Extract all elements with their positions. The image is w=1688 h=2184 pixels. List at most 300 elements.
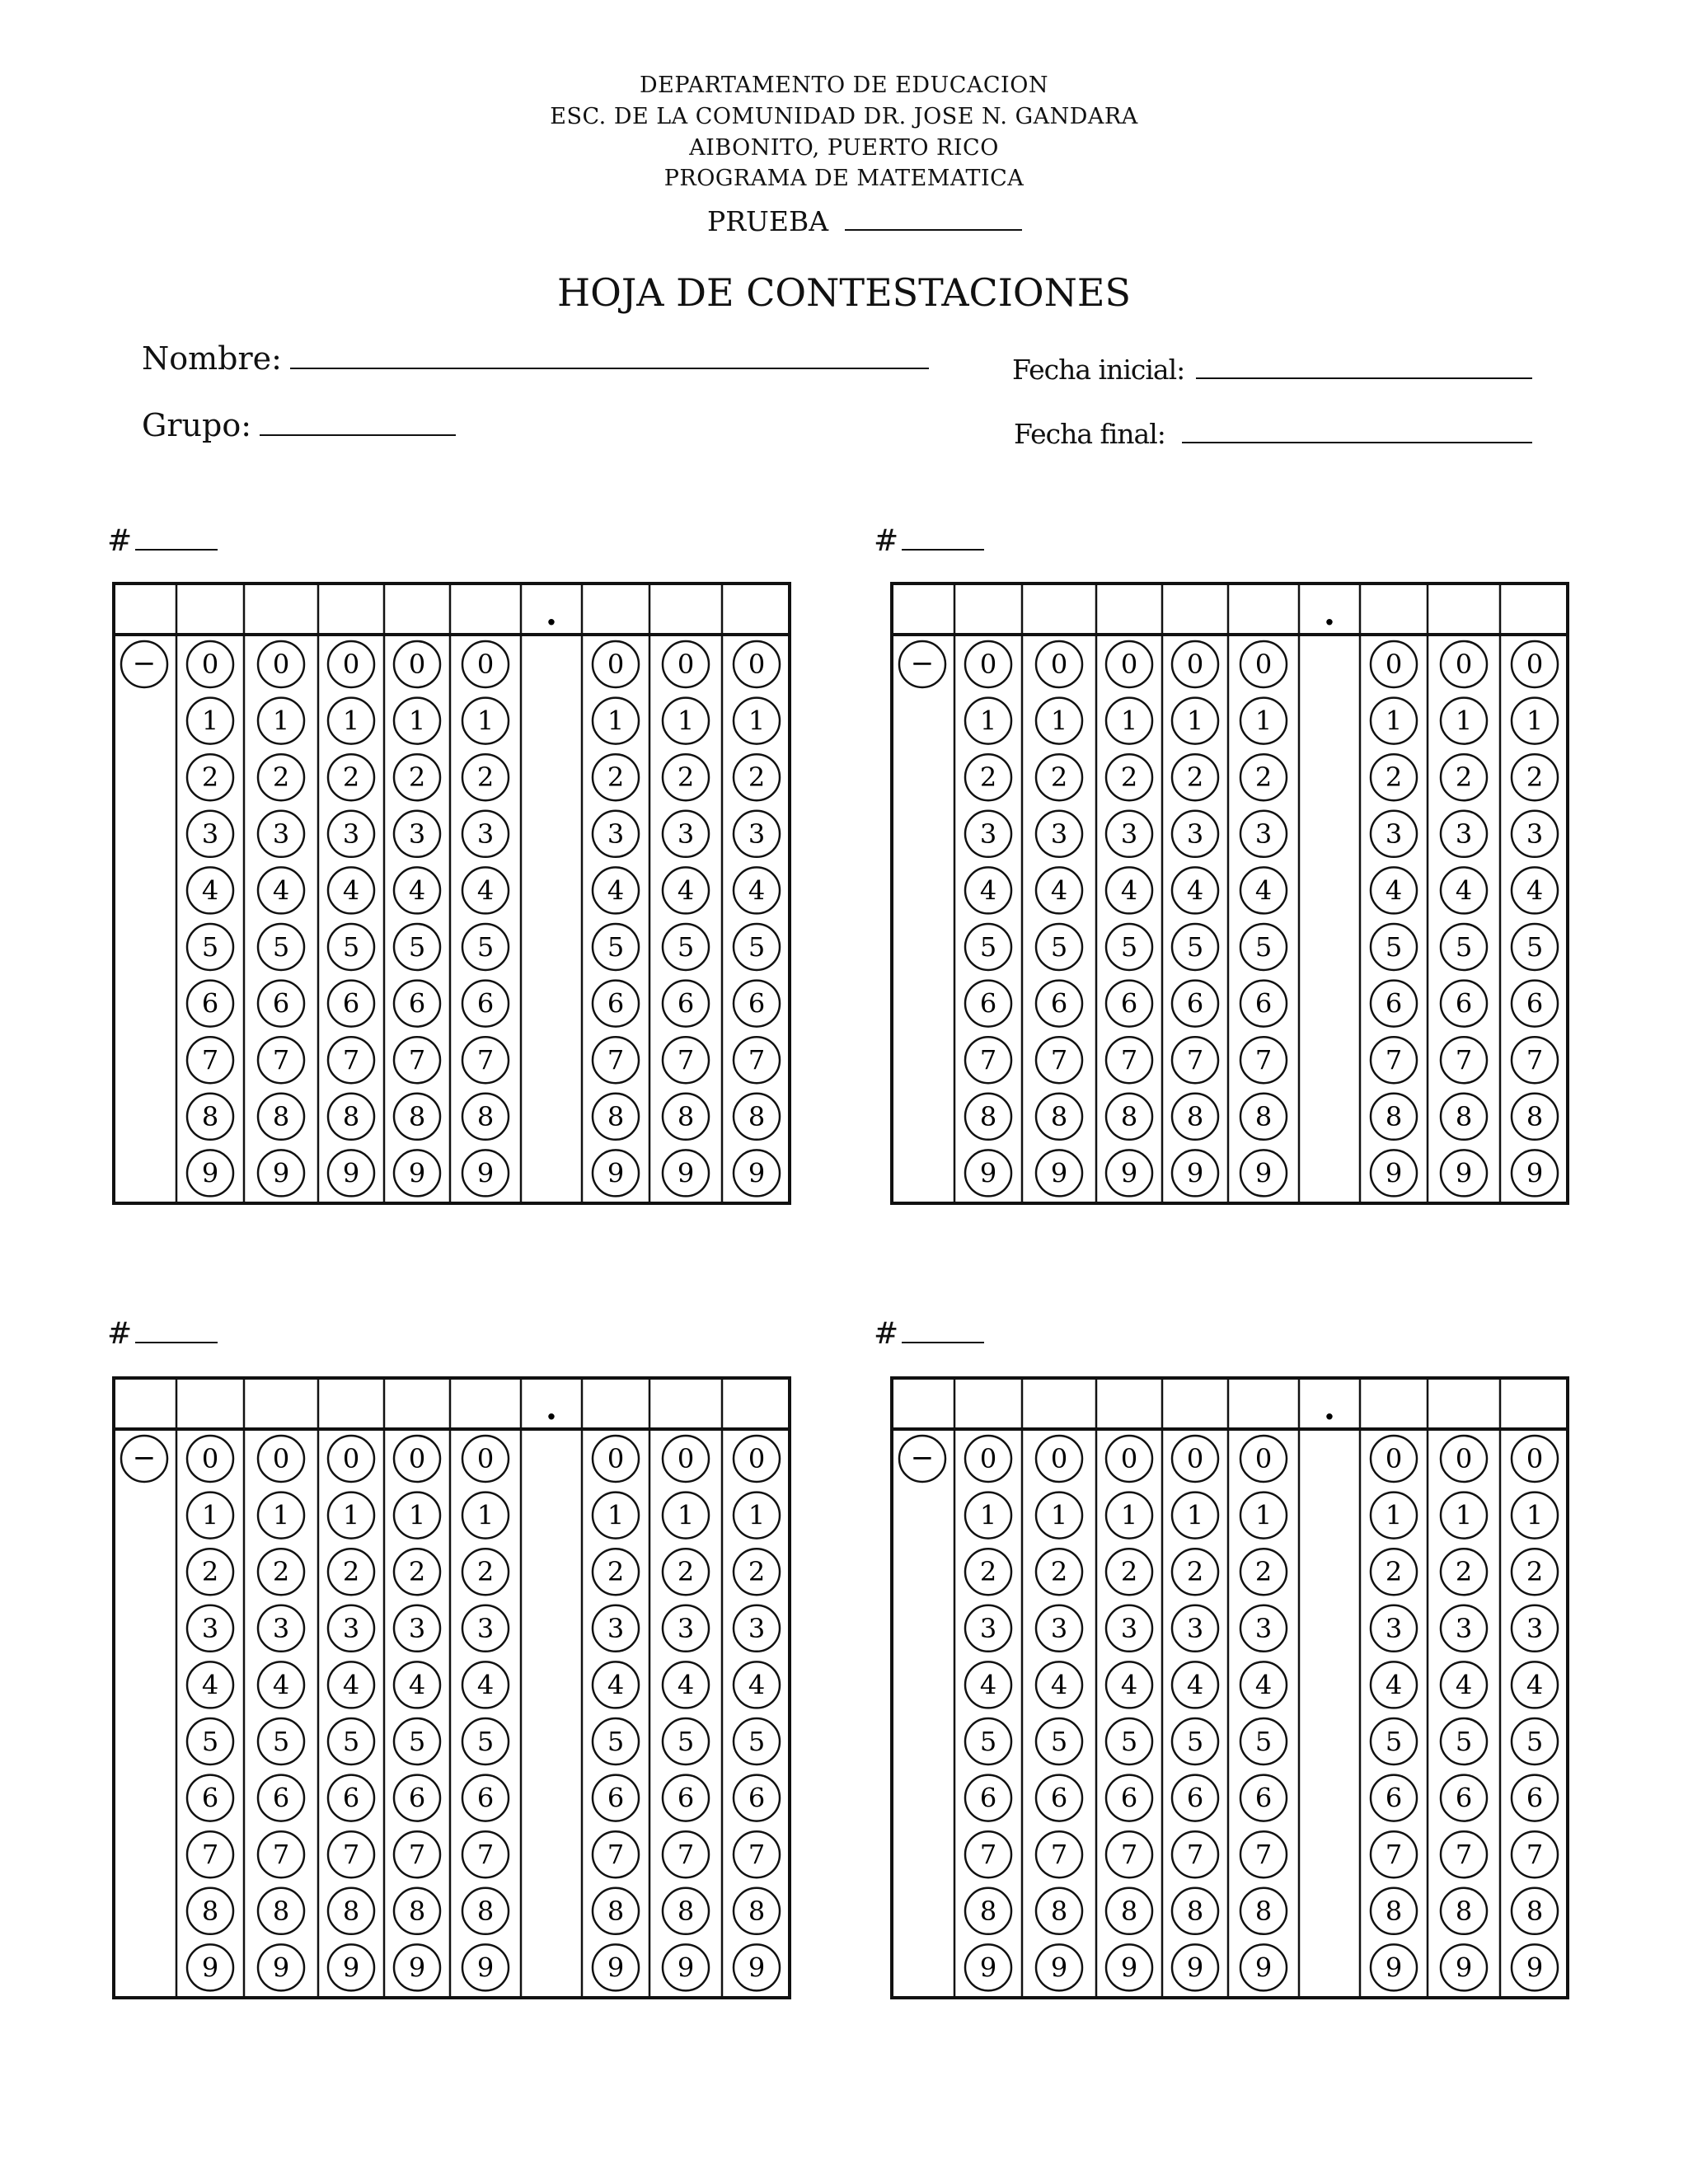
digit-bubble[interactable] (1106, 981, 1152, 1027)
negative-sign-bubble[interactable] (121, 1436, 167, 1482)
digit-bubble[interactable] (1441, 1888, 1487, 1934)
negative-sign-bubble[interactable] (899, 641, 945, 687)
question-number-blank[interactable] (135, 524, 218, 551)
digit-bubble[interactable] (1036, 698, 1082, 744)
digit-bubble[interactable] (1036, 1549, 1082, 1595)
digit-bubble[interactable] (1036, 641, 1082, 687)
digit-bubble[interactable] (1106, 641, 1152, 687)
digit-bubble[interactable] (462, 754, 509, 800)
answer-entry-box[interactable] (1362, 585, 1426, 633)
answer-entry-box[interactable] (1098, 585, 1160, 633)
digit-bubble[interactable] (1240, 1661, 1287, 1708)
digit-bubble[interactable] (1240, 1037, 1287, 1083)
digit-bubble[interactable] (462, 1150, 509, 1196)
digit-bubble[interactable] (258, 1661, 304, 1708)
digit-bubble[interactable] (1512, 867, 1558, 913)
digit-bubble[interactable] (1106, 867, 1152, 913)
digit-bubble[interactable] (663, 1037, 709, 1083)
digit-bubble[interactable] (663, 641, 709, 687)
digit-bubble[interactable] (258, 811, 304, 857)
digit-bubble[interactable] (328, 867, 374, 913)
digit-bubble[interactable] (734, 1094, 780, 1140)
digit-bubble[interactable] (1240, 924, 1287, 970)
digit-bubble[interactable] (328, 1037, 374, 1083)
answer-entry-box[interactable] (892, 1380, 953, 1427)
digit-bubble[interactable] (328, 1436, 374, 1482)
answer-entry-box[interactable] (246, 1380, 316, 1427)
digit-bubble[interactable] (1240, 1831, 1287, 1877)
digit-bubble[interactable] (663, 1549, 709, 1595)
digit-bubble[interactable] (328, 1150, 374, 1196)
answer-entry-box[interactable] (320, 1380, 382, 1427)
digit-bubble[interactable] (187, 641, 233, 687)
digit-bubble[interactable] (1172, 1661, 1218, 1708)
digit-bubble[interactable] (663, 1436, 709, 1482)
digit-bubble[interactable] (1172, 754, 1218, 800)
digit-bubble[interactable] (462, 641, 509, 687)
digit-bubble[interactable] (1036, 981, 1082, 1027)
digit-bubble[interactable] (394, 1436, 440, 1482)
digit-bubble[interactable] (1172, 1775, 1218, 1821)
digit-bubble[interactable] (1106, 698, 1152, 744)
answer-entry-box[interactable] (386, 1380, 448, 1427)
digit-bubble[interactable] (1240, 811, 1287, 857)
digit-bubble[interactable] (1172, 867, 1218, 913)
digit-bubble[interactable] (1512, 1605, 1558, 1652)
digit-bubble[interactable] (187, 867, 233, 913)
digit-bubble[interactable] (734, 1775, 780, 1821)
digit-bubble[interactable] (1512, 1436, 1558, 1482)
digit-bubble[interactable] (1512, 698, 1558, 744)
digit-bubble[interactable] (663, 754, 709, 800)
digit-bubble[interactable] (1441, 1094, 1487, 1140)
digit-bubble[interactable] (1172, 1037, 1218, 1083)
answer-entry-box[interactable] (1098, 1380, 1160, 1427)
digit-bubble[interactable] (462, 1944, 509, 1990)
digit-bubble[interactable] (258, 867, 304, 913)
digit-bubble[interactable] (734, 1831, 780, 1877)
digit-bubble[interactable] (734, 754, 780, 800)
digit-bubble[interactable] (1371, 1436, 1417, 1482)
digit-bubble[interactable] (1441, 924, 1487, 970)
digit-bubble[interactable] (328, 1944, 374, 1990)
digit-bubble[interactable] (1512, 811, 1558, 857)
digit-bubble[interactable] (1441, 641, 1487, 687)
digit-bubble[interactable] (328, 1775, 374, 1821)
digit-bubble[interactable] (593, 1436, 639, 1482)
digit-bubble[interactable] (734, 1718, 780, 1765)
digit-bubble[interactable] (1371, 811, 1417, 857)
digit-bubble[interactable] (1106, 1944, 1152, 1990)
digit-bubble[interactable] (1441, 1605, 1487, 1652)
digit-bubble[interactable] (1371, 754, 1417, 800)
digit-bubble[interactable] (1371, 867, 1417, 913)
digit-bubble[interactable] (462, 1661, 509, 1708)
digit-bubble[interactable] (187, 1888, 233, 1934)
digit-bubble[interactable] (394, 1831, 440, 1877)
digit-bubble[interactable] (1441, 1718, 1487, 1765)
digit-bubble[interactable] (965, 1661, 1011, 1708)
digit-bubble[interactable] (965, 1888, 1011, 1934)
digit-bubble[interactable] (1240, 1944, 1287, 1990)
answer-entry-box[interactable] (320, 585, 382, 633)
digit-bubble[interactable] (1512, 1493, 1558, 1539)
digit-bubble[interactable] (462, 1037, 509, 1083)
digit-bubble[interactable] (593, 754, 639, 800)
digit-bubble[interactable] (1036, 1775, 1082, 1821)
digit-bubble[interactable] (663, 1888, 709, 1934)
digit-bubble[interactable] (1172, 1605, 1218, 1652)
digit-bubble[interactable] (258, 1436, 304, 1482)
digit-bubble[interactable] (593, 1944, 639, 1990)
digit-bubble[interactable] (663, 1831, 709, 1877)
digit-bubble[interactable] (1441, 1944, 1487, 1990)
digit-bubble[interactable] (663, 1944, 709, 1990)
digit-bubble[interactable] (1512, 1037, 1558, 1083)
digit-bubble[interactable] (258, 1888, 304, 1934)
digit-bubble[interactable] (593, 811, 639, 857)
digit-bubble[interactable] (394, 1150, 440, 1196)
digit-bubble[interactable] (1172, 1436, 1218, 1482)
digit-bubble[interactable] (593, 1775, 639, 1821)
digit-bubble[interactable] (1172, 1094, 1218, 1140)
digit-bubble[interactable] (1106, 1888, 1152, 1934)
digit-bubble[interactable] (1036, 1094, 1082, 1140)
digit-bubble[interactable] (258, 1944, 304, 1990)
digit-bubble[interactable] (187, 924, 233, 970)
digit-bubble[interactable] (1240, 867, 1287, 913)
digit-bubble[interactable] (965, 1549, 1011, 1595)
answer-entry-box[interactable] (452, 585, 519, 633)
digit-bubble[interactable] (1106, 811, 1152, 857)
answer-entry-box[interactable] (1024, 1380, 1095, 1427)
answer-entry-box[interactable] (651, 585, 720, 633)
digit-bubble[interactable] (1371, 1888, 1417, 1934)
digit-bubble[interactable] (187, 1605, 233, 1652)
digit-bubble[interactable] (1441, 1775, 1487, 1821)
digit-bubble[interactable] (187, 1831, 233, 1877)
digit-bubble[interactable] (462, 867, 509, 913)
digit-bubble[interactable] (965, 1775, 1011, 1821)
digit-bubble[interactable] (1240, 1094, 1287, 1140)
digit-bubble[interactable] (1240, 1493, 1287, 1539)
digit-bubble[interactable] (1441, 1150, 1487, 1196)
digit-bubble[interactable] (1371, 1661, 1417, 1708)
digit-bubble[interactable] (1240, 981, 1287, 1027)
digit-bubble[interactable] (394, 1094, 440, 1140)
digit-bubble[interactable] (1512, 1718, 1558, 1765)
digit-bubble[interactable] (394, 1605, 440, 1652)
digit-bubble[interactable] (1172, 698, 1218, 744)
digit-bubble[interactable] (734, 811, 780, 857)
answer-entry-box[interactable] (724, 1380, 790, 1427)
digit-bubble[interactable] (965, 1605, 1011, 1652)
digit-bubble[interactable] (187, 1775, 233, 1821)
digit-bubble[interactable] (328, 1493, 374, 1539)
digit-bubble[interactable] (1240, 1150, 1287, 1196)
digit-bubble[interactable] (394, 698, 440, 744)
digit-bubble[interactable] (1240, 641, 1287, 687)
digit-bubble[interactable] (394, 1493, 440, 1539)
negative-sign-bubble[interactable] (121, 641, 167, 687)
question-number-blank[interactable] (902, 524, 984, 551)
digit-bubble[interactable] (1106, 1094, 1152, 1140)
digit-bubble[interactable] (258, 641, 304, 687)
digit-bubble[interactable] (258, 698, 304, 744)
digit-bubble[interactable] (663, 924, 709, 970)
digit-bubble[interactable] (663, 1718, 709, 1765)
digit-bubble[interactable] (1240, 1775, 1287, 1821)
digit-bubble[interactable] (394, 981, 440, 1027)
digit-bubble[interactable] (734, 1436, 780, 1482)
digit-bubble[interactable] (1441, 811, 1487, 857)
digit-bubble[interactable] (187, 1436, 233, 1482)
digit-bubble[interactable] (1441, 1831, 1487, 1877)
negative-sign-bubble[interactable] (899, 1436, 945, 1482)
digit-bubble[interactable] (328, 1549, 374, 1595)
digit-bubble[interactable] (187, 1718, 233, 1765)
digit-bubble[interactable] (734, 1888, 780, 1934)
digit-bubble[interactable] (394, 1888, 440, 1934)
digit-bubble[interactable] (394, 1718, 440, 1765)
digit-bubble[interactable] (663, 981, 709, 1027)
digit-bubble[interactable] (187, 811, 233, 857)
answer-entry-box[interactable] (1362, 1380, 1426, 1427)
digit-bubble[interactable] (1106, 1661, 1152, 1708)
digit-bubble[interactable] (187, 1944, 233, 1990)
digit-bubble[interactable] (1036, 1831, 1082, 1877)
digit-bubble[interactable] (734, 698, 780, 744)
digit-bubble[interactable] (1371, 698, 1417, 744)
digit-bubble[interactable] (965, 1094, 1011, 1140)
digit-bubble[interactable] (663, 1150, 709, 1196)
digit-bubble[interactable] (663, 1605, 709, 1652)
digit-bubble[interactable] (394, 754, 440, 800)
digit-bubble[interactable] (1172, 1718, 1218, 1765)
digit-bubble[interactable] (965, 1493, 1011, 1539)
digit-bubble[interactable] (593, 1831, 639, 1877)
digit-bubble[interactable] (593, 924, 639, 970)
digit-bubble[interactable] (258, 924, 304, 970)
digit-bubble[interactable] (965, 1436, 1011, 1482)
digit-bubble[interactable] (394, 811, 440, 857)
digit-bubble[interactable] (1371, 1094, 1417, 1140)
digit-bubble[interactable] (1441, 698, 1487, 744)
digit-bubble[interactable] (1106, 1605, 1152, 1652)
digit-bubble[interactable] (734, 1661, 780, 1708)
digit-bubble[interactable] (1371, 1718, 1417, 1765)
digit-bubble[interactable] (1240, 1888, 1287, 1934)
digit-bubble[interactable] (593, 1888, 639, 1934)
answer-entry-box[interactable] (452, 1380, 519, 1427)
digit-bubble[interactable] (328, 924, 374, 970)
digit-bubble[interactable] (462, 1436, 509, 1482)
digit-bubble[interactable] (1512, 1775, 1558, 1821)
digit-bubble[interactable] (1512, 1888, 1558, 1934)
digit-bubble[interactable] (1172, 981, 1218, 1027)
digit-bubble[interactable] (593, 867, 639, 913)
digit-bubble[interactable] (734, 1944, 780, 1990)
digit-bubble[interactable] (258, 1549, 304, 1595)
digit-bubble[interactable] (1512, 1944, 1558, 1990)
digit-bubble[interactable] (1036, 1661, 1082, 1708)
prueba-blank[interactable] (845, 204, 1022, 231)
digit-bubble[interactable] (593, 1150, 639, 1196)
digit-bubble[interactable] (462, 981, 509, 1027)
digit-bubble[interactable] (187, 754, 233, 800)
digit-bubble[interactable] (663, 811, 709, 857)
digit-bubble[interactable] (1441, 1549, 1487, 1595)
digit-bubble[interactable] (1441, 1493, 1487, 1539)
answer-entry-box[interactable] (1024, 585, 1095, 633)
digit-bubble[interactable] (258, 1150, 304, 1196)
digit-bubble[interactable] (328, 981, 374, 1027)
digit-bubble[interactable] (394, 867, 440, 913)
digit-bubble[interactable] (1371, 1775, 1417, 1821)
digit-bubble[interactable] (1172, 1944, 1218, 1990)
digit-bubble[interactable] (258, 1718, 304, 1765)
digit-bubble[interactable] (965, 641, 1011, 687)
digit-bubble[interactable] (965, 811, 1011, 857)
digit-bubble[interactable] (1106, 1775, 1152, 1821)
digit-bubble[interactable] (1512, 1549, 1558, 1595)
digit-bubble[interactable] (1172, 1493, 1218, 1539)
digit-bubble[interactable] (394, 1944, 440, 1990)
digit-bubble[interactable] (965, 1150, 1011, 1196)
digit-bubble[interactable] (1240, 1605, 1287, 1652)
nombre-blank[interactable] (290, 340, 929, 369)
digit-bubble[interactable] (734, 1150, 780, 1196)
digit-bubble[interactable] (593, 1605, 639, 1652)
digit-bubble[interactable] (394, 1037, 440, 1083)
digit-bubble[interactable] (1512, 1094, 1558, 1140)
digit-bubble[interactable] (1036, 924, 1082, 970)
digit-bubble[interactable] (1371, 924, 1417, 970)
digit-bubble[interactable] (1172, 924, 1218, 970)
digit-bubble[interactable] (965, 1037, 1011, 1083)
digit-bubble[interactable] (187, 1037, 233, 1083)
digit-bubble[interactable] (462, 1605, 509, 1652)
digit-bubble[interactable] (1106, 1831, 1152, 1877)
digit-bubble[interactable] (663, 1094, 709, 1140)
answer-entry-box[interactable] (114, 585, 175, 633)
digit-bubble[interactable] (1172, 1888, 1218, 1934)
digit-bubble[interactable] (1036, 867, 1082, 913)
digit-bubble[interactable] (1240, 698, 1287, 744)
digit-bubble[interactable] (258, 754, 304, 800)
digit-bubble[interactable] (328, 1718, 374, 1765)
digit-bubble[interactable] (394, 1661, 440, 1708)
digit-bubble[interactable] (462, 1493, 509, 1539)
digit-bubble[interactable] (1512, 924, 1558, 970)
digit-bubble[interactable] (1036, 1150, 1082, 1196)
digit-bubble[interactable] (462, 924, 509, 970)
digit-bubble[interactable] (1371, 641, 1417, 687)
digit-bubble[interactable] (462, 1888, 509, 1934)
digit-bubble[interactable] (1371, 1549, 1417, 1595)
grupo-blank[interactable] (260, 406, 456, 436)
answer-entry-box[interactable] (584, 585, 648, 633)
answer-entry-box[interactable] (1502, 1380, 1568, 1427)
digit-bubble[interactable] (734, 981, 780, 1027)
question-number-blank[interactable] (135, 1317, 218, 1343)
digit-bubble[interactable] (593, 1094, 639, 1140)
digit-bubble[interactable] (187, 1661, 233, 1708)
digit-bubble[interactable] (1106, 754, 1152, 800)
digit-bubble[interactable] (258, 1831, 304, 1877)
digit-bubble[interactable] (394, 924, 440, 970)
digit-bubble[interactable] (1036, 1493, 1082, 1539)
digit-bubble[interactable] (328, 1094, 374, 1140)
digit-bubble[interactable] (663, 867, 709, 913)
answer-entry-box[interactable] (1502, 585, 1568, 633)
digit-bubble[interactable] (187, 1549, 233, 1595)
answer-entry-box[interactable] (114, 1380, 175, 1427)
digit-bubble[interactable] (462, 1549, 509, 1595)
digit-bubble[interactable] (1240, 1549, 1287, 1595)
digit-bubble[interactable] (258, 1775, 304, 1821)
digit-bubble[interactable] (1106, 924, 1152, 970)
digit-bubble[interactable] (1172, 1831, 1218, 1877)
digit-bubble[interactable] (1036, 1718, 1082, 1765)
digit-bubble[interactable] (1441, 1037, 1487, 1083)
digit-bubble[interactable] (663, 698, 709, 744)
digit-bubble[interactable] (328, 1888, 374, 1934)
digit-bubble[interactable] (1036, 1605, 1082, 1652)
digit-bubble[interactable] (1106, 1718, 1152, 1765)
digit-bubble[interactable] (593, 1037, 639, 1083)
digit-bubble[interactable] (462, 698, 509, 744)
digit-bubble[interactable] (965, 924, 1011, 970)
digit-bubble[interactable] (1512, 754, 1558, 800)
digit-bubble[interactable] (1371, 1150, 1417, 1196)
digit-bubble[interactable] (328, 1831, 374, 1877)
digit-bubble[interactable] (258, 1605, 304, 1652)
digit-bubble[interactable] (1512, 641, 1558, 687)
digit-bubble[interactable] (1441, 1661, 1487, 1708)
digit-bubble[interactable] (663, 1775, 709, 1821)
digit-bubble[interactable] (734, 924, 780, 970)
digit-bubble[interactable] (965, 1831, 1011, 1877)
digit-bubble[interactable] (258, 1037, 304, 1083)
answer-entry-box[interactable] (956, 585, 1020, 633)
digit-bubble[interactable] (593, 981, 639, 1027)
digit-bubble[interactable] (663, 1493, 709, 1539)
digit-bubble[interactable] (462, 1831, 509, 1877)
digit-bubble[interactable] (462, 1094, 509, 1140)
digit-bubble[interactable] (462, 1775, 509, 1821)
fecha-final-blank[interactable] (1182, 414, 1532, 443)
digit-bubble[interactable] (593, 1718, 639, 1765)
digit-bubble[interactable] (734, 1605, 780, 1652)
digit-bubble[interactable] (1240, 1718, 1287, 1765)
answer-entry-box[interactable] (1164, 585, 1226, 633)
digit-bubble[interactable] (734, 1493, 780, 1539)
digit-bubble[interactable] (328, 1661, 374, 1708)
answer-entry-box[interactable] (651, 1380, 720, 1427)
answer-entry-box[interactable] (956, 1380, 1020, 1427)
digit-bubble[interactable] (1036, 754, 1082, 800)
digit-bubble[interactable] (1371, 1605, 1417, 1652)
digit-bubble[interactable] (1172, 641, 1218, 687)
digit-bubble[interactable] (1371, 1493, 1417, 1539)
answer-entry-box[interactable] (178, 585, 242, 633)
digit-bubble[interactable] (328, 754, 374, 800)
digit-bubble[interactable] (1512, 981, 1558, 1027)
digit-bubble[interactable] (394, 1775, 440, 1821)
digit-bubble[interactable] (1371, 981, 1417, 1027)
digit-bubble[interactable] (663, 1661, 709, 1708)
